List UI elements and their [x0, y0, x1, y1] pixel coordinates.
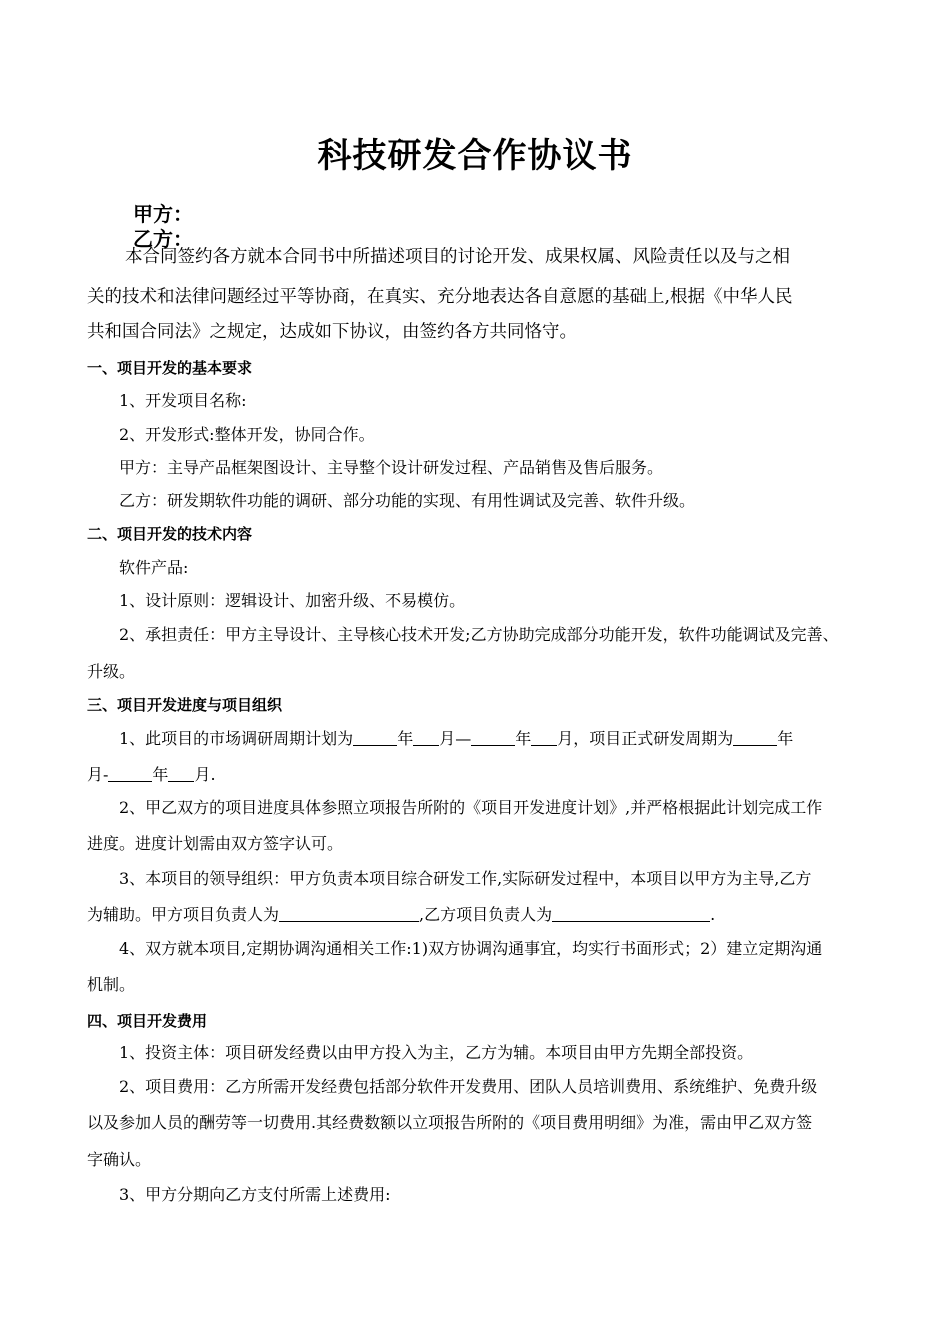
survey-start-month-blank[interactable] — [413, 727, 439, 746]
section-1-item-4: 乙方：研发期软件功能的调研、部分功能的实现、有用性调试及完善、软件升级。 — [119, 491, 696, 510]
section-2-item-1: 软件产品: — [119, 558, 189, 577]
section-2-item-3-cont: 升级。 — [87, 662, 136, 681]
section-3-para-3-line-1: 3、本项目的领导组织：甲方负责本项目综合研发工作,实际研发过程中，本项目以甲方为主导,乙方 — [119, 869, 812, 888]
intro-line-2: 关的技术和法律问题经过平等协商，在真实、充分地表达各自意愿的基础上,根据《中华人民 — [87, 287, 793, 307]
leader-text-end: . — [710, 905, 716, 924]
section-3-para-1-line-2 — [87, 763, 877, 787]
party-b-label: 乙方： — [133, 227, 193, 251]
section-3-para-4-line-1: 4、双方就本项目,定期协调沟通相关工作:1)双方协调沟通事宜，均实行书面形式；2）建立定期沟通 — [119, 939, 823, 958]
schedule-year-label-2: 年 — [515, 729, 532, 748]
schedule-text-3: 月- — [87, 765, 109, 784]
document-title: 科技研发合作协议书 — [317, 136, 633, 176]
section-4-para-2-line-1: 2、项目费用：乙方所需开发经费包括部分软件开发费用、团队人员培训费用、系统维护、免费升级 — [119, 1077, 818, 1096]
section-1-heading: 一、项目开发的基本要求 — [87, 359, 253, 377]
section-3-para-2-line-2: 进度。进度计划需由双方签字认可。 — [87, 834, 344, 853]
leader-text-2: ,乙方项目负责人为 — [419, 905, 553, 924]
section-3-heading: 三、项目开发进度与项目组织 — [87, 696, 283, 714]
section-1-item-3: 甲方：主导产品框架图设计、主导整个设计研发过程、产品销售及售后服务。 — [119, 458, 664, 477]
schedule-text-1: 1、此项目的市场调研周期计划为 — [119, 729, 354, 748]
section-4-para-2-line-2: 以及参加人员的酬劳等一切费用.其经费数额以立项报告所附的《项目费用明细》为准，需由甲乙双方签 — [87, 1113, 813, 1132]
section-3-para-4-line-2: 机制。 — [87, 975, 136, 994]
dev-end-month-blank[interactable] — [168, 763, 194, 782]
section-4-para-1: 1、投资主体：项目研发经费以由甲方投入为主，乙方为辅。本项目由甲方先期全部投资。 — [119, 1043, 754, 1062]
section-3-para-3-line-2 — [87, 903, 877, 927]
schedule-text-2: 月，项目正式研发周期为 — [557, 729, 734, 748]
survey-start-year-blank[interactable] — [353, 727, 397, 746]
section-3-para-1-line-1 — [87, 727, 909, 751]
schedule-text-end: 月. — [194, 765, 216, 784]
schedule-year-label-3: 年 — [777, 729, 794, 748]
section-1-item-1: 1、开发项目名称: — [119, 391, 247, 410]
section-1-item-2: 2、开发形式:整体开发，协同合作。 — [119, 425, 375, 444]
party-b-leader-blank[interactable] — [552, 903, 710, 922]
schedule-month-to-label: 月— — [439, 729, 472, 748]
section-4-para-2-line-3: 字确认。 — [87, 1150, 152, 1169]
section-3-para-2-line-1: 2、甲乙双方的项目进度具体参照立项报告所附的《项目开发进度计划》,并严格根据此计划完成工作 — [119, 798, 823, 817]
schedule-year-label-1: 年 — [397, 729, 414, 748]
dev-end-year-blank[interactable] — [108, 763, 152, 782]
dev-start-year-blank[interactable] — [733, 727, 777, 746]
section-2-item-3: 2、承担责任：甲方主导设计、主导核心技术开发;乙方协助完成部分功能开发，软件功能调试及完善、 — [119, 625, 839, 644]
section-2-heading: 二、项目开发的技术内容 — [87, 525, 253, 543]
intro-line-1: 本合同签约各方就本合同书中所描述项目的讨论开发、成果权属、风险责任以及与之相 — [125, 247, 790, 267]
leader-text-1: 为辅助。甲方项目负责人为 — [87, 905, 280, 924]
section-4-para-3: 3、甲方分期向乙方支付所需上述费用: — [119, 1185, 391, 1204]
intro-line-3: 共和国合同法》之规定，达成如下协议，由签约各方共同恪守。 — [87, 322, 577, 342]
party-a-label: 甲方： — [133, 202, 193, 226]
schedule-year-label-4: 年 — [152, 765, 169, 784]
party-a-leader-blank[interactable] — [279, 903, 419, 922]
section-4-heading: 四、项目开发费用 — [87, 1012, 208, 1030]
survey-end-year-blank[interactable] — [471, 727, 515, 746]
section-2-item-2: 1、设计原则：逻辑设计、加密升级、不易模仿。 — [119, 591, 466, 610]
survey-end-month-blank[interactable] — [531, 727, 557, 746]
